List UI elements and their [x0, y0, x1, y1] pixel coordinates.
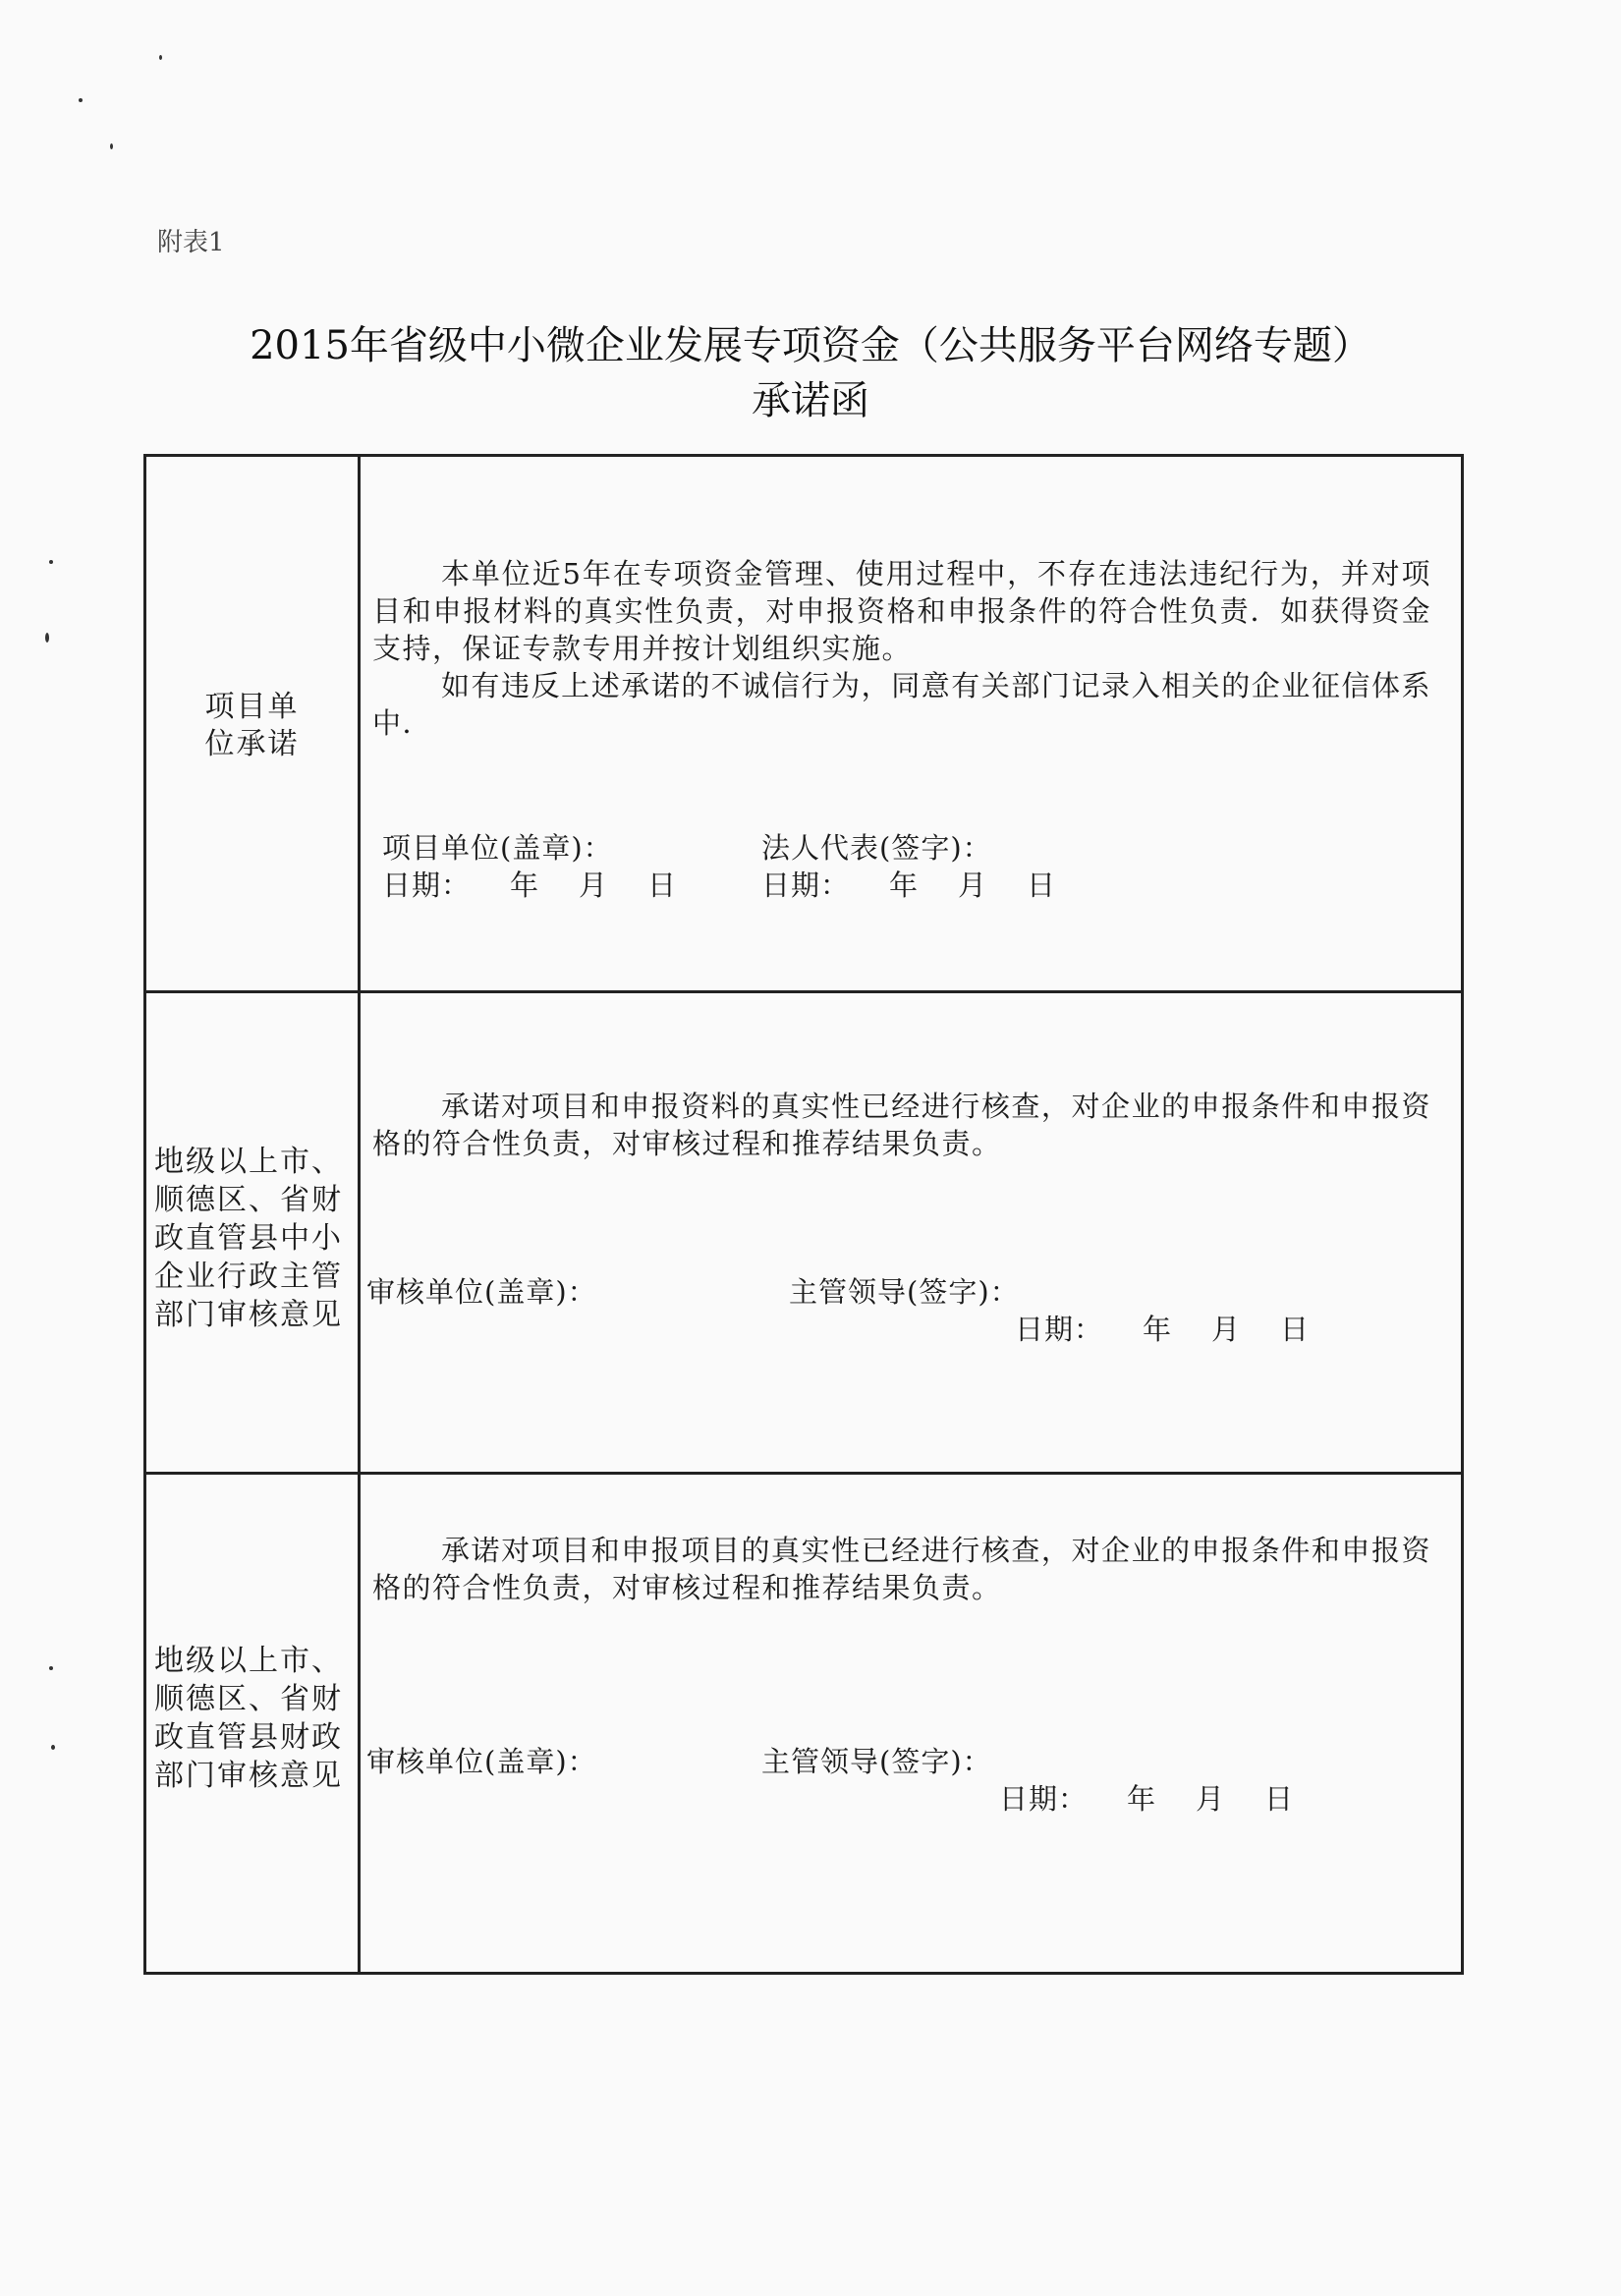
date-year: 年: [1143, 1313, 1173, 1346]
scan-speck: [110, 143, 113, 149]
date-day: 日: [1264, 1782, 1295, 1816]
date-day: 日: [1027, 868, 1057, 902]
leader-signature-field[interactable]: 主管领导(签字)：: [789, 1275, 1020, 1309]
date-field[interactable]: [761, 868, 1056, 903]
attachment-label: 附表1: [157, 228, 225, 257]
commitment-form-table: [143, 454, 1464, 1975]
review-paragraph: 承诺对项目和申报项目的真实性已经进行核查，对企业的申报条件和申报资格的符合性负责，对审核过程和推荐结果负责。: [372, 1534, 1431, 1604]
date-field[interactable]: [1015, 1312, 1310, 1347]
review-paragraph: 承诺对项目和申报资料的真实性已经进行核查，对企业的申报条件和申报资格的符合性负责，对审核过程和推荐结果负责。: [372, 1090, 1431, 1160]
row-finance-department-review: [146, 1475, 1461, 1972]
date-month: 月: [579, 868, 609, 902]
audit-unit-seal-field[interactable]: 审核单位(盖章)：: [366, 1275, 597, 1309]
scan-speck: [51, 1745, 55, 1750]
document-title: 2015年省级中小微企业发展专项资金（公共服务平台网络专题）: [250, 323, 1371, 368]
date-label: 日期：: [1015, 1313, 1104, 1346]
date-label: 日期：: [382, 868, 472, 902]
scan-speck: [45, 633, 49, 643]
scan-speck: [79, 98, 83, 102]
row-label: 地级以上市、顺德区、省财政直管县中小企业行政主管部门审核意见: [154, 1145, 343, 1332]
row-content-cell: [361, 457, 1461, 990]
row-label-cell: [146, 457, 361, 990]
scan-speck: [159, 55, 162, 60]
document-subtitle: 承诺函: [752, 378, 869, 423]
date-year: 年: [889, 868, 920, 902]
date-field[interactable]: [999, 1781, 1294, 1817]
row-sme-department-review: [146, 993, 1461, 1475]
commitment-paragraph: 如有违反上述承诺的不诚信行为，同意有关部门记录入相关的企业征信体系中．: [372, 669, 1431, 740]
scan-speck: [49, 1666, 53, 1670]
row-label: 地级以上市、顺德区、省财政直管县财政部门审核意见: [154, 1644, 343, 1793]
row-label-cell: [146, 1475, 361, 1972]
date-year: 年: [510, 868, 540, 902]
date-month: 月: [958, 868, 988, 902]
date-year: 年: [1127, 1782, 1157, 1816]
legal-rep-signature-field[interactable]: 法人代表(签字)：: [761, 831, 992, 865]
row-content-cell: [361, 1475, 1461, 1972]
audit-unit-seal-field[interactable]: 审核单位(盖章)：: [366, 1745, 597, 1778]
row-label-cell: [146, 993, 361, 1472]
date-day: 日: [1280, 1313, 1311, 1346]
commitment-paragraph: 本单位近5年在专项资金管理、使用过程中，不存在违法违纪行为，并对项目和申报材料的真实性负责，对申报资格和申报条件的符合性负责．如获得资金支持，保证专款专用并按计划组织实施。: [372, 557, 1431, 665]
row-project-unit-commitment: [146, 457, 1461, 993]
date-month: 月: [1211, 1313, 1242, 1346]
date-field[interactable]: [382, 868, 677, 903]
scan-speck: [49, 560, 53, 564]
leader-signature-field[interactable]: 主管领导(签字)：: [761, 1745, 992, 1778]
row-content-cell: [361, 993, 1461, 1472]
unit-seal-field[interactable]: 项目单位(盖章)：: [382, 831, 613, 865]
date-month: 月: [1196, 1782, 1226, 1816]
date-day: 日: [647, 868, 678, 902]
date-label: 日期：: [761, 868, 851, 902]
row-label: 项目单位承诺: [204, 690, 300, 761]
date-label: 日期：: [999, 1782, 1089, 1816]
